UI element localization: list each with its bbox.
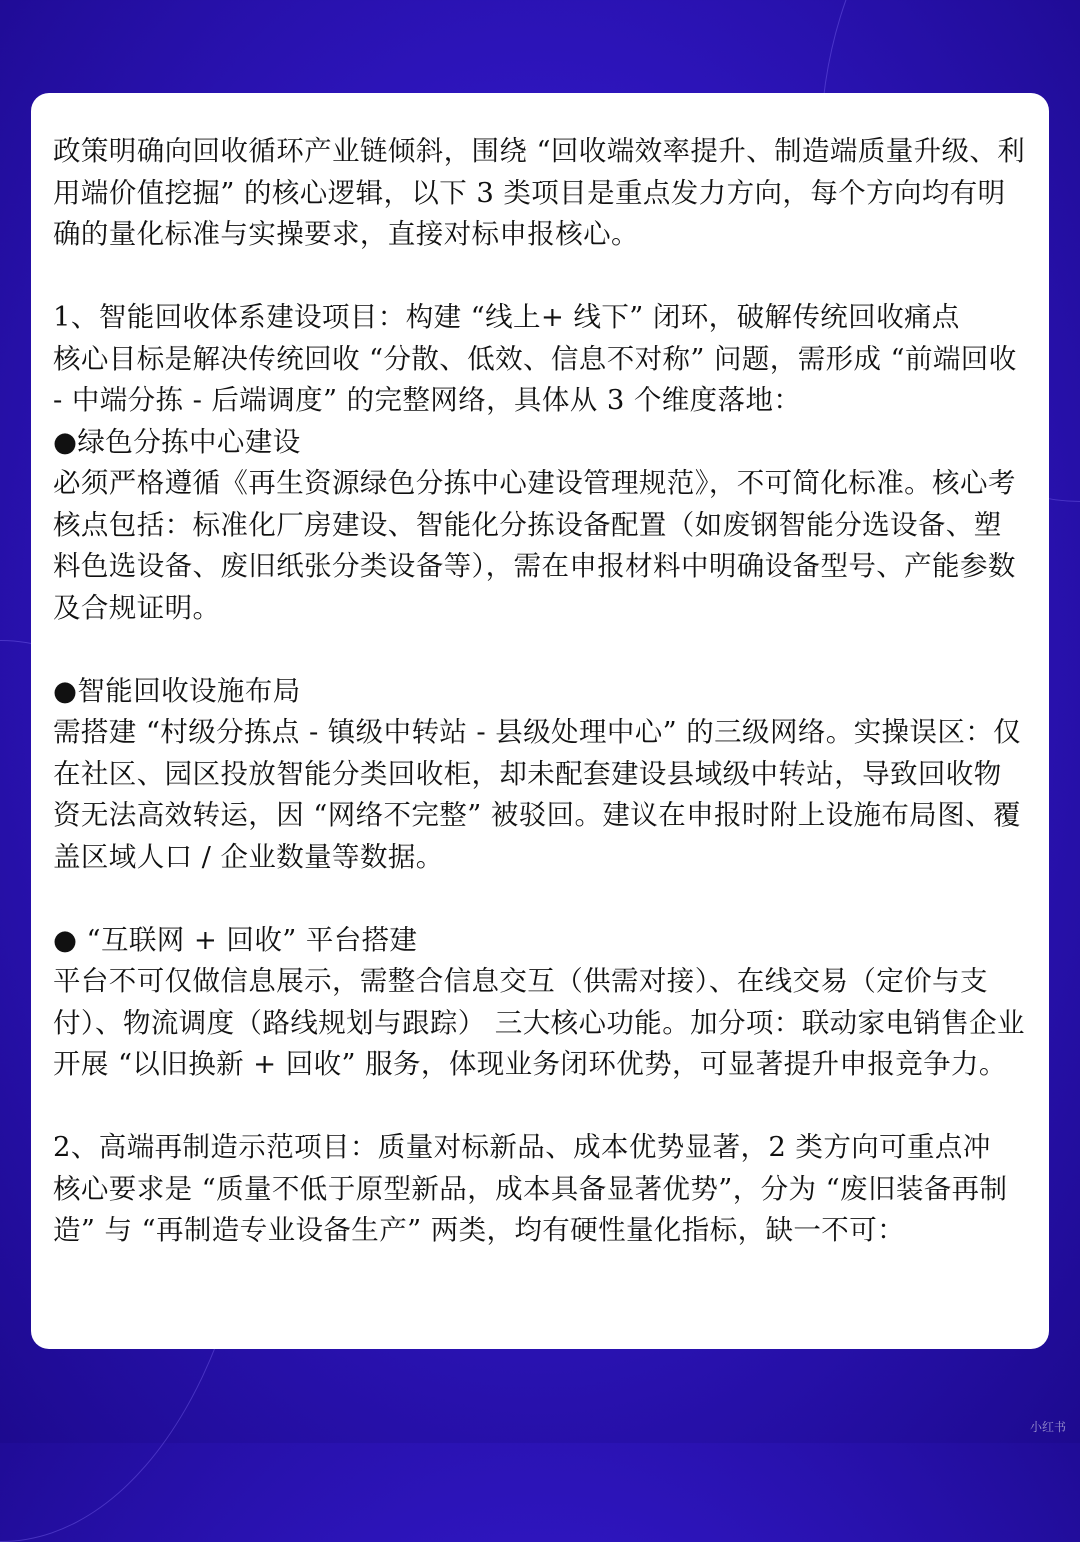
spacer	[53, 878, 1027, 920]
section-1-summary: 核心目标是解决传统回收 “分散、低效、信息不对称” 问题，需形成 “前端回收 - 中端分拣 - 后端调度” 的完整网络，具体从 3 个维度落地：	[53, 342, 1017, 416]
subsection-facility-layout-title: ●智能回收设施布局	[53, 674, 301, 707]
spacer	[53, 256, 1027, 298]
section-2-heading: 2、高端再制造示范项目：质量对标新品、成本优势显著，2 类方向可重点冲	[53, 1131, 991, 1163]
subsection-sorting-center-body: 必须严格遵循《再生资源绿色分拣中心建设管理规范》，不可简化标准。核心考核点包括：标准化厂房建设、智能化分拣设备配置（如废钢智能分选设备、塑料色选设备、废旧纸张分类设备等），需在申报材料中明确设备型号、产能参数及合规证明。	[53, 467, 1016, 624]
subsection-platform-title: ● “互联网 + 回收” 平台搭建	[53, 923, 418, 956]
section-2-summary: 核心要求是 “质量不低于原型新品，成本具备显著优势”，分为 “废旧装备再制造” 与 “再制造专业设备生产” 两类，均有硬性量化指标，缺一不可：	[53, 1172, 1008, 1246]
section-1-heading: 1、智能回收体系建设项目：构建 “线上+ 线下” 闭环，破解传统回收痛点	[53, 301, 960, 333]
intro-paragraph: 政策明确向回收循环产业链倾斜，围绕 “回收端效率提升、制造端质量升级、利用端价值挖掘” 的核心逻辑，以下 3 类项目是重点发力方向，每个方向均有明确的量化标准与实操要求，直接对标申报核心。	[53, 135, 1026, 250]
subsection-facility-layout-body: 需搭建 “村级分拣点 - 镇级中转站 - 县级处理中心” 的三级网络。实操误区：仅在社区、园区投放智能分类回收柜，却未配套建设县域级中转站，导致回收物资无法高效转运，因 “网络不完整” 被驳回。建议在申报时附上设施布局图、覆盖区域人口 / 企业数量等数据。	[53, 716, 1022, 873]
watermark-logo: 小红书	[1029, 1420, 1066, 1434]
spacer	[53, 1086, 1027, 1128]
subsection-sorting-center-title: ●绿色分拣中心建设	[53, 425, 301, 458]
subsection-platform-body: 平台不可仅做信息展示，需整合信息交互（供需对接）、在线交易（定价与支付）、物流调度（路线规划与跟踪） 三大核心功能。加分项：联动家电销售企业开展 “以旧换新 + 回收” 服务，体现业务闭环优势，可显著提升申报竞争力。	[53, 965, 1025, 1080]
content-card	[31, 93, 1049, 1349]
spacer	[53, 629, 1027, 671]
